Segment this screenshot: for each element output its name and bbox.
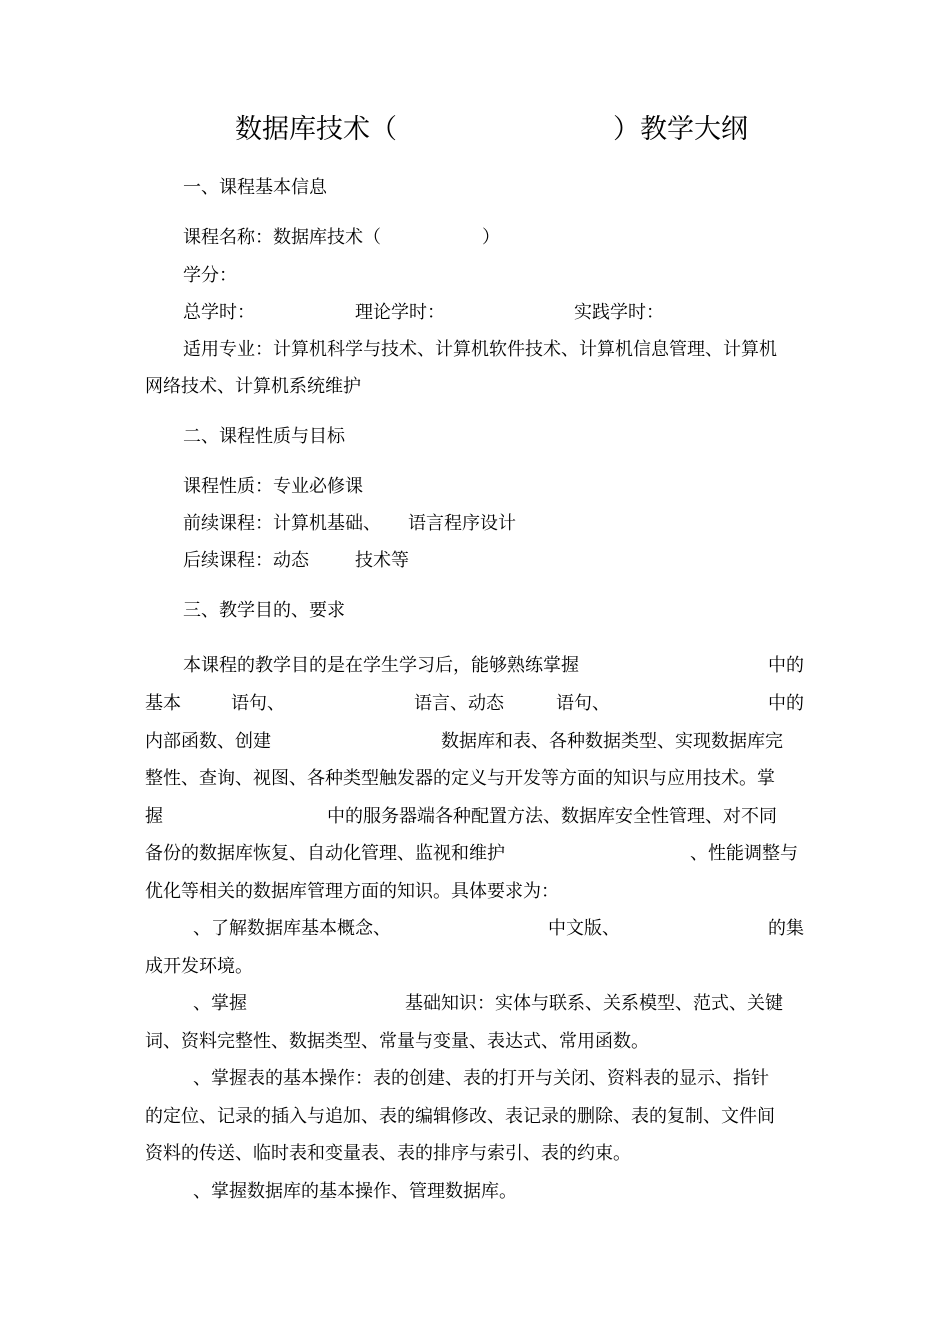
req1-c: 的集 bbox=[768, 918, 804, 939]
para-l5a: 握 bbox=[145, 806, 163, 827]
section-heading-3: 三、教学目的、要求 bbox=[183, 600, 345, 621]
para-l6a: 备份的数据库恢复、自动化管理、监视和维护 bbox=[145, 843, 505, 864]
para-l3a: 内部函数、创建 bbox=[145, 731, 271, 752]
para-l1b: 中的 bbox=[768, 655, 804, 676]
para-l2c: 语言、动态 bbox=[414, 693, 504, 714]
para-l2e: 中的 bbox=[768, 693, 804, 714]
req2-b: 基础知识：实体与联系、关系模型、范式、关键 bbox=[405, 993, 783, 1014]
req2-a: 、掌握 bbox=[193, 993, 247, 1014]
para-l7: 优化等相关的数据库管理方面的知识。具体要求为： bbox=[145, 881, 559, 902]
section-heading-1: 一、课程基本信息 bbox=[183, 177, 327, 198]
req1-a: 、了解数据库基本概念、 bbox=[193, 918, 391, 939]
major-line-2: 网络技术、计算机系统维护 bbox=[145, 376, 361, 397]
hours-practice: 实践学时： bbox=[574, 302, 664, 323]
section-heading-2: 二、课程性质与目标 bbox=[183, 426, 345, 447]
para-l2d: 语句、 bbox=[556, 693, 610, 714]
req3-l1: 、掌握表的基本操作：表的创建、表的打开与关闭、资料表的显示、指针 bbox=[193, 1068, 769, 1089]
followup-b: 技术等 bbox=[355, 550, 409, 571]
credit: 学分： bbox=[183, 265, 237, 286]
course-name-close: ） bbox=[482, 227, 500, 248]
para-l5b: 中的服务器端各种配置方法、数据库安全性管理、对不同 bbox=[327, 806, 777, 827]
prerequisite-a: 前续课程：计算机基础、 bbox=[183, 513, 381, 534]
req4: 、掌握数据库的基本操作、管理数据库。 bbox=[193, 1181, 517, 1202]
para-l1a: 本课程的教学目的是在学生学习后，能够熟练掌握 bbox=[183, 655, 579, 676]
prerequisite-b: 语言程序设计 bbox=[408, 513, 516, 534]
req2-c: 词、资料完整性、数据类型、常量与变量、表达式、常用函数。 bbox=[145, 1031, 649, 1052]
doc-title-left: 数据库技术（ bbox=[235, 114, 397, 145]
req1-b: 中文版、 bbox=[548, 918, 620, 939]
para-l2a: 基本 bbox=[145, 693, 181, 714]
hours-total: 总学时： bbox=[183, 302, 255, 323]
hours-theory: 理论学时： bbox=[355, 302, 445, 323]
para-l6b: 、性能调整与 bbox=[690, 843, 798, 864]
req1-d: 成开发环境。 bbox=[145, 956, 253, 977]
course-name: 课程名称：数据库技术（ bbox=[183, 227, 381, 248]
doc-title-right: ）教学大纲 bbox=[613, 114, 748, 145]
para-l3b: 数据库和表、各种数据类型、实现数据库完 bbox=[441, 731, 783, 752]
para-l4: 整性、查询、视图、各种类型触发器的定义与开发等方面的知识与应用技术。掌 bbox=[145, 768, 775, 789]
req3-l3: 资料的传送、临时表和变量表、表的排序与索引、表的约束。 bbox=[145, 1143, 631, 1164]
major-line-1: 适用专业：计算机科学与技术、计算机软件技术、计算机信息管理、计算机 bbox=[183, 339, 777, 360]
course-nature: 课程性质：专业必修课 bbox=[183, 476, 363, 497]
para-l2b: 语句、 bbox=[231, 693, 285, 714]
followup-a: 后续课程：动态 bbox=[183, 550, 309, 571]
req3-l2: 的定位、记录的插入与追加、表的编辑修改、表记录的删除、表的复制、文件间 bbox=[145, 1106, 775, 1127]
